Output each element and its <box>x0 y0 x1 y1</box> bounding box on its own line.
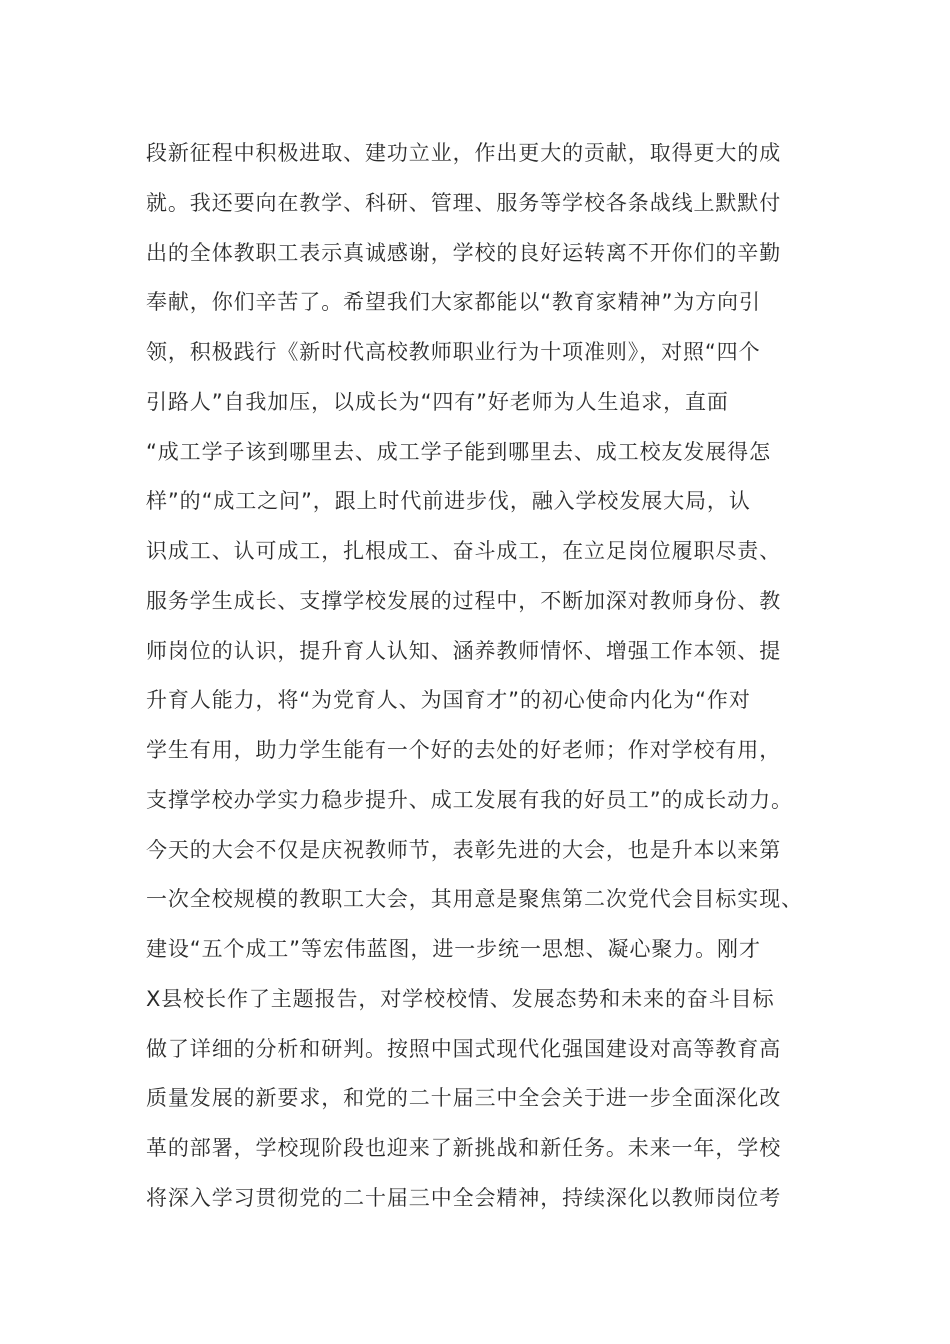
text-line: 今天的大会不仅是庆祝教师节，表彰先进的大会，也是升本以来第 <box>146 837 782 862</box>
text-line: “成工学子该到哪里去、成工学子能到哪里去、成工校友发展得怎 <box>146 439 771 464</box>
text-line: 质量发展的新要求，和党的二十届三中全会关于进一步全面深化改 <box>146 1086 782 1111</box>
text-line: 支撑学校办学实力稳步提升、成工发展有我的好员工”的成长动力。 <box>146 787 793 812</box>
text-line: 识成工、认可成工，扎根成工、奋斗成工，在立足岗位履职尽责、 <box>146 539 782 563</box>
text-line: 段新征程中积极进取、建功立业，作出更大的贡献，取得更大的成 <box>146 141 782 165</box>
text-line: 样”的“成工之问”，跟上时代前进步伐，融入学校发展大局，认 <box>146 489 751 514</box>
text-line: 革的部署，学校现阶段也迎来了新挑战和新任务。未来一年，学校 <box>146 1136 782 1160</box>
text-line: 一次全校规模的教职工大会，其用意是聚焦第二次党代会目标实现、 <box>146 887 803 912</box>
text-line: 奉献，你们辛苦了。希望我们大家都能以“教育家精神”为方向引 <box>146 290 761 315</box>
text-line: 学生有用，助力学生能有一个好的去处的好老师；作对学校有用， <box>146 738 782 762</box>
text-line: 师岗位的认识，提升育人认知、涵养教师情怀、增强工作本领、提 <box>146 638 782 663</box>
text-line: X县校长作了主题报告，对学校校情、发展态势和未来的奋斗目标 <box>146 986 775 1011</box>
text-line: 就。我还要向在教学、科研、管理、服务等学校各条战线上默默付 <box>146 190 782 215</box>
text-line: 领，积极践行《新时代高校教师职业行为十项准则》，对照“四个 <box>146 340 761 364</box>
body-text <box>146 133 846 1228</box>
text-line: 将深入学习贯彻党的二十届三中全会精神，持续深化以教师岗位考 <box>146 1185 782 1210</box>
text-line: 服务学生成长、支撑学校发展的过程中，不断加深对教师身份、教 <box>146 588 782 613</box>
text-line: 做了详细的分析和研判。按照中国式现代化强国建设对高等教育高 <box>146 1036 782 1061</box>
text-line: 出的全体教职工表示真诚感谢，学校的良好运转离不开你们的辛勤 <box>146 240 782 265</box>
text-line: 引路人”自我加压，以成长为“四有”好老师为人生追求，直面 <box>146 389 729 414</box>
text-line: 建设“五个成工”等宏伟蓝图，进一步统一思想、凝心聚力。刚才 <box>146 937 761 961</box>
text-line: 升育人能力，将“为党育人、为国育才”的初心使命内化为“作对 <box>146 688 751 713</box>
